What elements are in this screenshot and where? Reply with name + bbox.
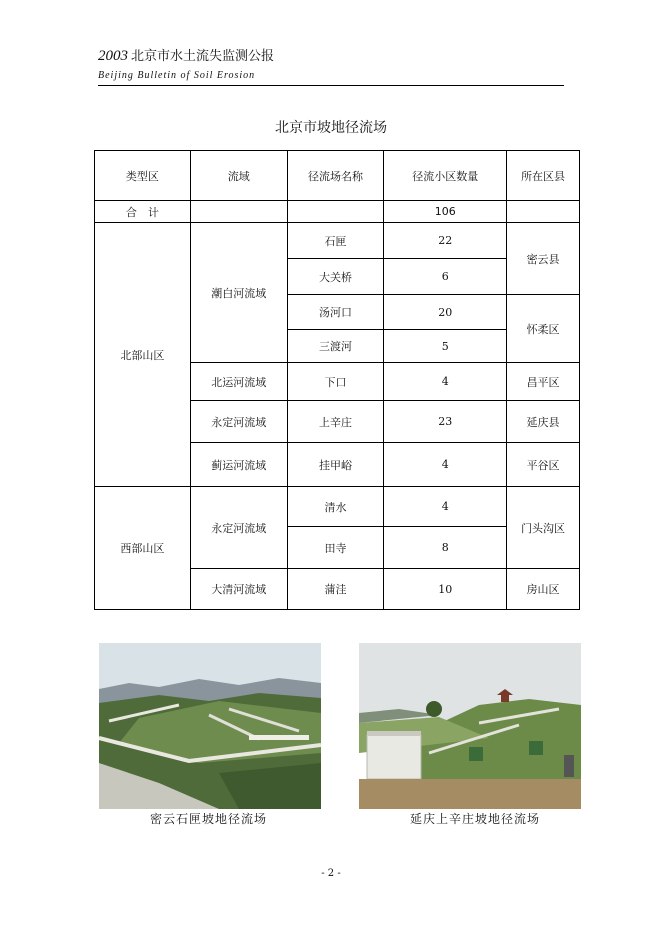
header-year: 2003 xyxy=(98,48,128,64)
basin-cell: 北运河流域 xyxy=(190,363,287,401)
county-cell: 门头沟区 xyxy=(507,487,580,569)
site-cell: 田寺 xyxy=(287,527,384,569)
county-cell: 密云县 xyxy=(507,223,580,295)
photo-miyun-shixia xyxy=(99,643,321,809)
basin-cell: 潮白河流域 xyxy=(190,223,287,363)
header-rule xyxy=(98,85,564,86)
count-cell: 6 xyxy=(384,259,507,295)
county-cell: 怀柔区 xyxy=(507,295,580,363)
header-title-cn: 北京市水土流失监测公报 xyxy=(131,49,275,64)
empty-cell xyxy=(287,201,384,223)
count-cell: 4 xyxy=(384,363,507,401)
count-cell: 20 xyxy=(384,295,507,330)
photo-caption: 延庆上辛庄坡地径流场 xyxy=(410,812,541,826)
count-cell: 5 xyxy=(384,330,507,363)
county-cell: 平谷区 xyxy=(507,443,580,487)
site-cell: 挂甲峪 xyxy=(287,443,384,487)
col-header-zone: 类型区 xyxy=(95,151,191,201)
site-cell: 下口 xyxy=(287,363,384,401)
site-cell: 汤河口 xyxy=(287,295,384,330)
table-row xyxy=(95,223,580,259)
site-cell: 石匣 xyxy=(287,223,384,259)
empty-cell xyxy=(507,201,580,223)
table-title: 北京市坡地径流场 xyxy=(275,120,387,136)
site-cell: 蒲洼 xyxy=(287,569,384,610)
zone-cell: 西部山区 xyxy=(95,487,191,610)
basin-cell: 蓟运河流域 xyxy=(190,443,287,487)
site-cell: 三渡河 xyxy=(287,330,384,363)
basin-cell: 永定河流域 xyxy=(190,401,287,443)
total-label: 合 计 xyxy=(95,201,191,223)
col-header-site: 径流场名称 xyxy=(287,151,384,201)
site-cell: 清水 xyxy=(287,487,384,527)
count-cell: 8 xyxy=(384,527,507,569)
table-header-row xyxy=(95,151,580,201)
count-cell: 4 xyxy=(384,443,507,487)
photo-caption: 密云石匣坡地径流场 xyxy=(150,812,268,826)
count-cell: 23 xyxy=(384,401,507,443)
header-title-en: Beijing Bulletin of Soil Erosion xyxy=(98,70,256,81)
photo-yanqing-shangxinzhuang xyxy=(359,643,581,809)
basin-cell: 大清河流域 xyxy=(190,569,287,610)
total-row xyxy=(95,201,580,223)
zone-cell: 北部山区 xyxy=(95,223,191,487)
empty-cell xyxy=(190,201,287,223)
count-cell: 4 xyxy=(384,487,507,527)
county-cell: 昌平区 xyxy=(507,363,580,401)
col-header-basin: 流域 xyxy=(190,151,287,201)
county-cell: 延庆县 xyxy=(507,401,580,443)
col-header-county: 所在区县 xyxy=(507,151,580,201)
header-title-line xyxy=(98,47,564,66)
page-header xyxy=(98,47,564,81)
col-header-count: 径流小区数量 xyxy=(384,151,507,201)
runoff-plot-table xyxy=(94,150,580,610)
basin-cell: 永定河流域 xyxy=(190,487,287,569)
site-cell: 大关桥 xyxy=(287,259,384,295)
county-cell: 房山区 xyxy=(507,569,580,610)
count-cell: 10 xyxy=(384,569,507,610)
count-cell: 22 xyxy=(384,223,507,259)
site-cell: 上辛庄 xyxy=(287,401,384,443)
page-number: - 2 - xyxy=(321,868,341,879)
total-count: 106 xyxy=(384,201,507,223)
table-row xyxy=(95,487,580,527)
